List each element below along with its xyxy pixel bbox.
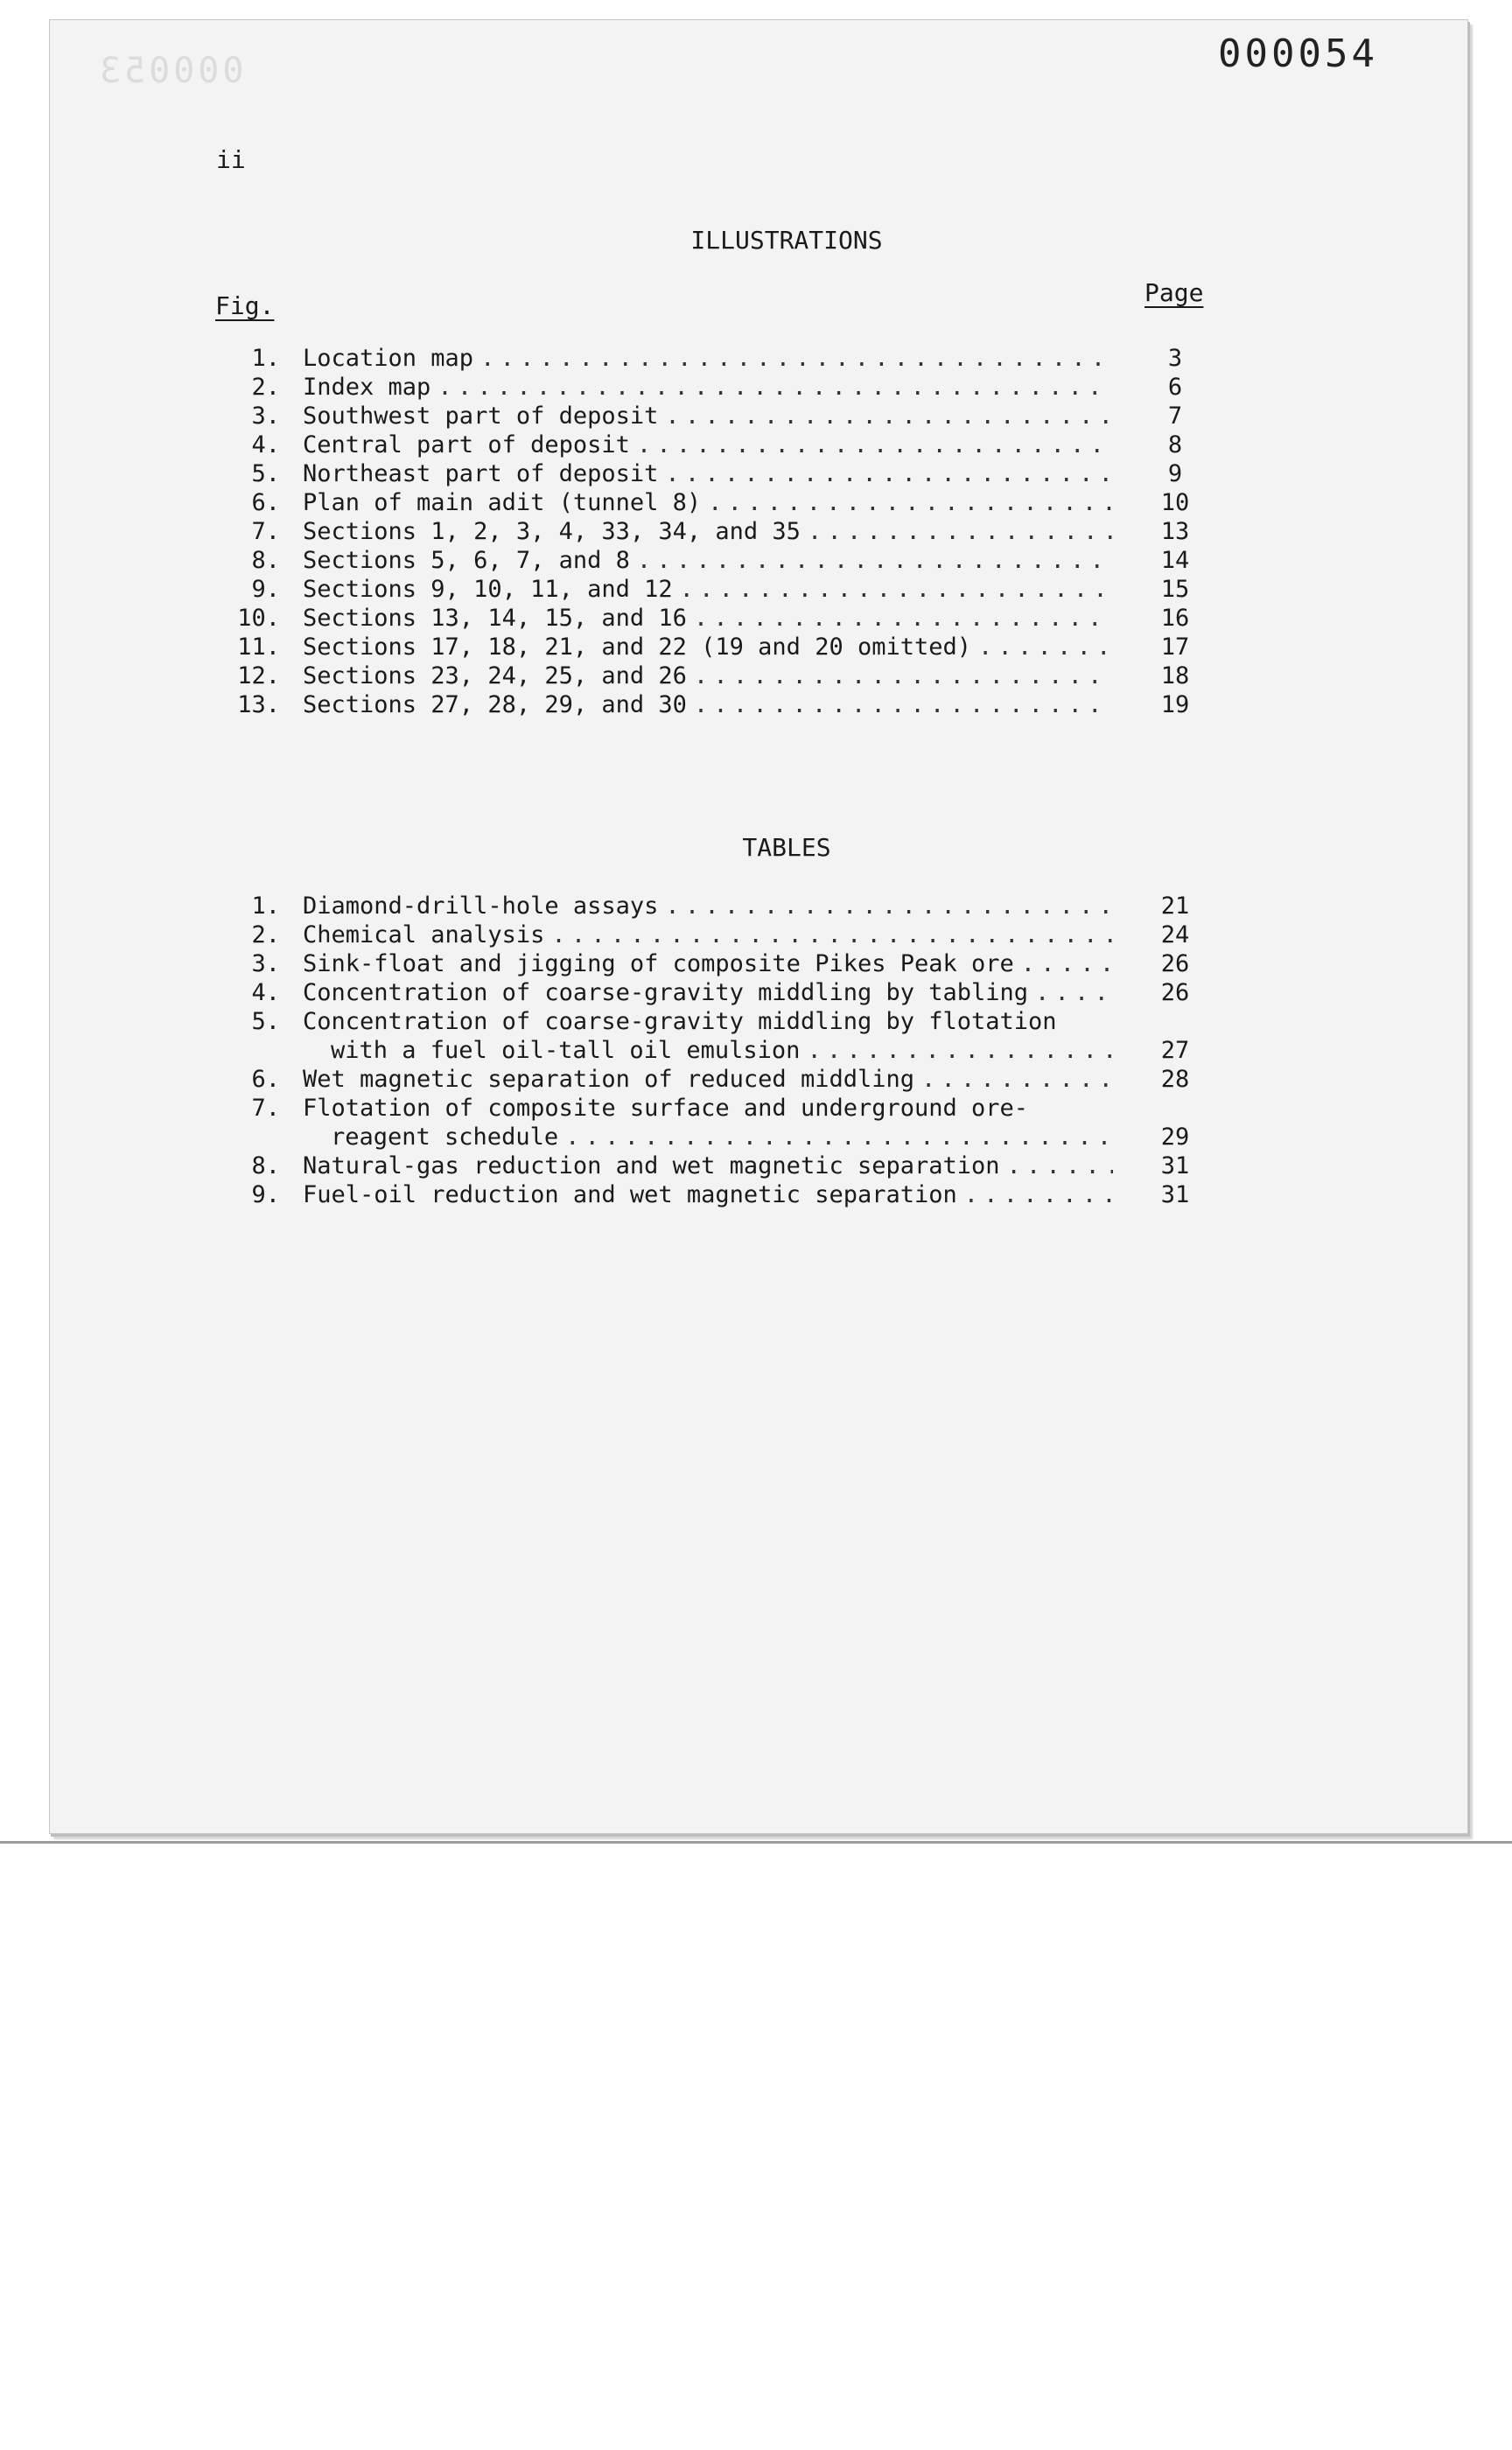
toc-entry [226,948,1214,977]
page-column-header: Page [1144,278,1204,307]
entry-title-continued: with a fuel oil-tall oil emulsion [331,1037,801,1064]
toc-entry [226,1151,1214,1180]
leader-dots [551,921,1113,948]
toc-entry [226,401,1214,430]
toc-entry [226,458,1214,487]
leader-dots [1021,950,1113,977]
entry-title: Plan of main adit (tunnel 8) [303,489,702,516]
entry-page: 16 [1160,605,1190,632]
document-number: 000054 [1218,32,1378,76]
toc-entry [226,920,1214,948]
entry-title: Central part of deposit [303,431,630,458]
entry-title: Sections 9, 10, 11, and 12 [303,576,673,603]
entry-title: Diamond-drill-hole assays [303,892,659,920]
entry-page: 13 [1160,518,1190,545]
entry-title: Fuel-oil reduction and wet magnetic separation [303,1181,957,1208]
toc-entry [226,1093,1214,1151]
illustrations-title: ILLUSTRATIONS [690,226,883,255]
toc-entry [226,603,1214,632]
entry-title: Sections 27, 28, 29, and 30 [303,691,687,718]
leader-dots [637,547,1113,574]
entry-number: 4. [251,979,280,1006]
entry-number: 8. [251,547,280,574]
entry-title: Sink-float and jigging of composite Pikes Peak ore [303,950,1014,977]
toc-entry [226,430,1214,458]
entry-number: 5. [251,1008,280,1035]
toc-entry [226,1180,1214,1208]
entry-page: 19 [1160,691,1190,718]
leader-dots [694,605,1113,632]
entry-title: Sections 13, 14, 15, and 16 [303,605,687,632]
toc-entry [226,632,1214,661]
entry-page: 6 [1167,374,1183,401]
entry-number: 7. [251,518,280,545]
toc-entry [226,690,1214,718]
leader-dots [438,374,1113,401]
leader-dots [665,460,1113,487]
entry-number: 1. [251,345,280,372]
entry-title: Northeast part of deposit [303,460,659,487]
toc-entry [226,661,1214,690]
leader-dots [1035,979,1113,1006]
leader-dots [637,431,1113,458]
entry-title: Sections 17, 18, 21, and 22 (19 and 20 omitted) [303,634,972,661]
entry-number: 3. [251,402,280,430]
toc-entry [226,574,1214,603]
illustrations-list [226,343,1214,718]
entry-page: 21 [1160,892,1190,920]
entry-number: 6. [251,489,280,516]
tables-list [226,891,1214,1208]
entry-number: 3. [251,950,280,977]
entry-number: 5. [251,460,280,487]
entry-page: 17 [1160,634,1190,661]
entry-page: 9 [1167,460,1183,487]
leader-dots [665,892,1113,920]
entry-number: 12. [237,662,280,690]
toc-entry [226,1006,1214,1064]
toc-entry [226,545,1214,574]
toc-entry [226,372,1214,401]
entry-page: 26 [1160,950,1190,977]
scan-edge-line [0,1841,1512,1844]
entry-number: 2. [251,921,280,948]
leader-dots [680,576,1113,603]
entry-title: Concentration of coarse-gravity middling by flotation [303,1008,1057,1035]
entry-number: 8. [251,1152,280,1180]
page-number: ii [216,145,246,174]
entry-page: 7 [1167,402,1183,430]
entry-title: Wet magnetic separation of reduced middling [303,1066,914,1093]
entry-page: 18 [1160,662,1190,690]
entry-number: 6. [251,1066,280,1093]
entry-page: 10 [1160,489,1190,516]
entry-title: Southwest part of deposit [303,402,659,430]
entry-number: 1. [251,892,280,920]
leader-dots [921,1066,1113,1093]
leader-dots [694,662,1113,690]
entry-title: Chemical analysis [303,921,545,948]
entry-number: 10. [237,605,280,632]
entry-title: Sections 5, 6, 7, and 8 [303,547,630,574]
entry-page: 28 [1160,1066,1190,1093]
entry-page: 24 [1160,921,1190,948]
leader-dots [807,1037,1113,1064]
entry-page: 27 [1160,1037,1190,1064]
entry-number: 9. [251,1181,280,1208]
entry-page: 29 [1160,1124,1190,1151]
entry-title: Natural-gas reduction and wet magnetic separation [303,1152,1000,1180]
leader-dots [665,402,1113,430]
leader-dots [708,489,1113,516]
entry-page: 31 [1160,1152,1190,1180]
leader-dots [694,691,1113,718]
entry-page: 14 [1160,547,1190,574]
entry-title: Concentration of coarse-gravity middling by tabling [303,979,1029,1006]
toc-entry [226,343,1214,372]
leader-dots [808,518,1113,545]
entry-page: 26 [1160,979,1190,1006]
entry-title: Location map [303,345,474,372]
leader-dots [978,634,1113,661]
entry-title: Sections 1, 2, 3, 4, 33, 34, and 35 [303,518,801,545]
toc-entry [226,1064,1214,1093]
entry-number: 2. [251,374,280,401]
toc-entry [226,977,1214,1006]
entry-number: 7. [251,1095,280,1122]
entry-title: Sections 23, 24, 25, and 26 [303,662,687,690]
bleed-through-number: 000053 [96,51,244,91]
tables-title: TABLES [742,833,831,862]
fig-column-header: Fig. [215,291,275,320]
entry-number: 11. [237,634,280,661]
leader-dots [565,1124,1113,1151]
toc-entry [226,487,1214,516]
toc-entry [226,891,1214,920]
leader-dots [1007,1152,1113,1180]
entry-page: 15 [1160,576,1190,603]
toc-entry [226,516,1214,545]
entry-page: 3 [1167,345,1183,372]
entry-title: Flotation of composite surface and underground ore- [303,1095,1029,1122]
entry-title: Index map [303,374,431,401]
entry-title-continued: reagent schedule [331,1124,559,1151]
leader-dots [964,1181,1113,1208]
leader-dots [480,345,1113,372]
entry-number: 13. [237,691,280,718]
entry-number: 9. [251,576,280,603]
entry-number: 4. [251,431,280,458]
entry-page: 8 [1167,431,1183,458]
entry-page: 31 [1160,1181,1190,1208]
